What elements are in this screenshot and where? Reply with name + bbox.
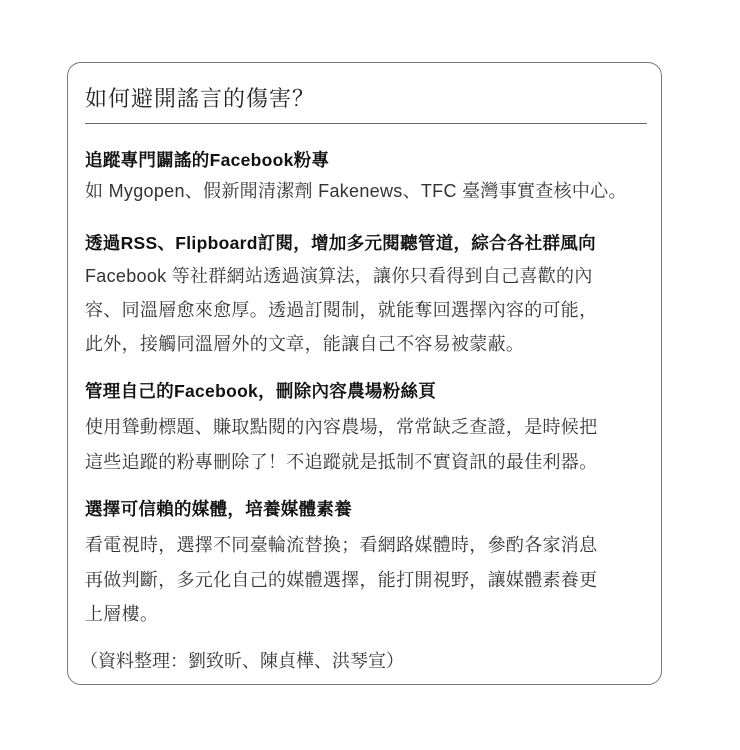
section-text: 再做判斷，多元化自己的媒體選擇，能打開視野，讓媒體素養更 <box>85 570 598 590</box>
section-text: 容、同溫層愈來愈厚。透過訂閱制，就能奪回選擇內容的可能， <box>85 300 598 320</box>
source-credit: （資料整理：劉致昕、陳貞樺、洪琴宣） <box>80 651 404 671</box>
section-text: Facebook 等社群網站透過演算法，讓你只看得到自己喜歡的內 <box>85 266 593 286</box>
section-text: 看電視時，選擇不同臺輪流替換；看網路媒體時，參酌各家消息 <box>85 535 598 555</box>
section-text: 如 Mygopen、假新聞清潔劑 Fakenews、TFC 臺灣事實查核中心。 <box>85 181 627 201</box>
section-heading: 追蹤專門闢謠的Facebook粉專 <box>85 150 330 170</box>
section-heading: 選擇可信賴的媒體，培養媒體素養 <box>85 499 352 519</box>
section-heading: 透過RSS、Flipboard訂閱，增加多元閱聽管道，綜合各社群風向 <box>85 233 596 253</box>
section-text: 這些追蹤的粉專刪除了！不追蹤就是抵制不實資訊的最佳利器。 <box>85 452 598 472</box>
title-divider <box>85 123 647 124</box>
section-text: 此外，接觸同溫層外的文章，能讓自己不容易被蒙蔽。 <box>85 334 525 354</box>
card-title: 如何避開謠言的傷害？ <box>85 86 316 111</box>
section-heading: 管理自己的Facebook，刪除內容農場粉絲頁 <box>85 381 437 401</box>
section-text: 上層樓。 <box>85 604 159 624</box>
section-text: 使用聳動標題、賺取點閱的內容農場，常常缺乏查證，是時候把 <box>85 417 598 437</box>
